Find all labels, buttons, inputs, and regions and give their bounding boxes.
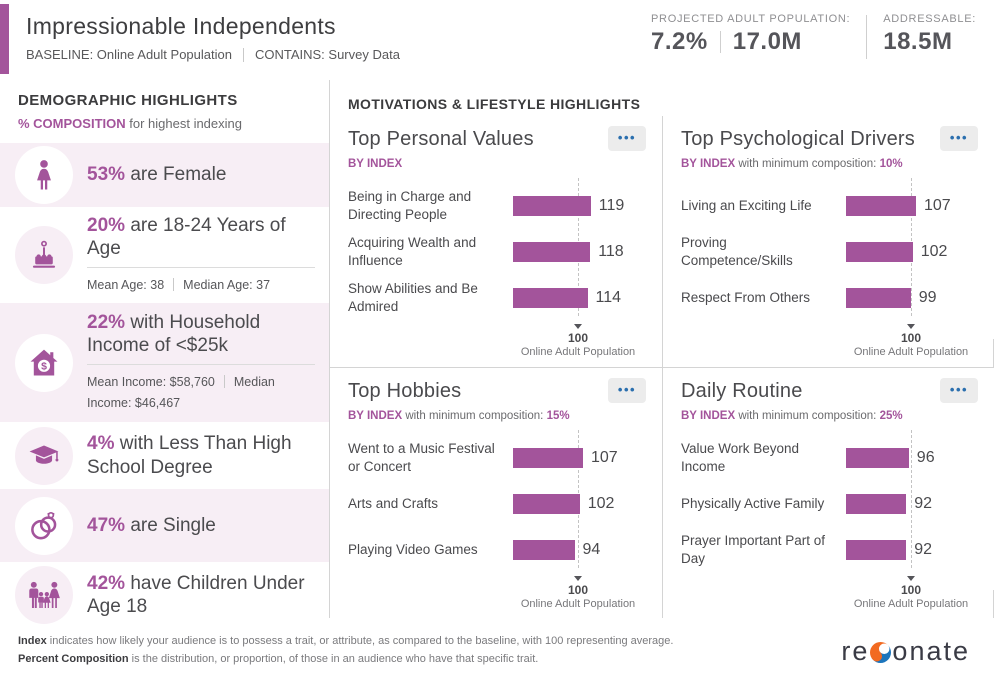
bar-label: Show Abilities and Be Admired bbox=[348, 281, 478, 314]
birthday-cake-icon bbox=[15, 226, 73, 284]
demographic-row-female bbox=[0, 143, 329, 207]
addressable-label: ADDRESSABLE: bbox=[883, 13, 976, 25]
stat-text: are Single bbox=[130, 514, 216, 536]
bar-value: 92 bbox=[914, 495, 932, 512]
min-composition-label: with minimum composition: bbox=[738, 158, 877, 170]
bar-row bbox=[348, 230, 656, 274]
bar-value: 94 bbox=[582, 541, 601, 558]
axis-value: 100 bbox=[900, 331, 922, 345]
mean-income: Mean Income: $58,760 bbox=[87, 374, 215, 389]
stat-text: with Household Income of <$25k bbox=[87, 311, 261, 356]
demographic-row-education bbox=[0, 422, 329, 489]
definitions bbox=[18, 633, 673, 668]
min-composition-label: with minimum composition: bbox=[738, 410, 877, 422]
logo-text: re bbox=[841, 635, 870, 666]
bar-row bbox=[348, 184, 656, 228]
axis-arrow-icon bbox=[574, 576, 582, 581]
panel-menu-button[interactable] bbox=[608, 126, 646, 151]
reference-line bbox=[911, 430, 912, 568]
bar-value: 118 bbox=[598, 243, 624, 260]
divider bbox=[173, 278, 174, 291]
stat-percent: 20% bbox=[87, 214, 126, 236]
divider bbox=[866, 15, 867, 59]
panel-menu-button[interactable] bbox=[608, 378, 646, 403]
bar-chart bbox=[681, 184, 988, 364]
addressable-stat bbox=[883, 13, 976, 80]
bar bbox=[846, 242, 913, 262]
bar-value: 107 bbox=[924, 197, 951, 214]
header-stats bbox=[651, 0, 976, 80]
ellipsis-icon: ••• bbox=[949, 381, 969, 397]
composition-caption: for highest indexing bbox=[129, 116, 242, 131]
stat-percent: 53% bbox=[87, 164, 126, 186]
stat-percent: 22% bbox=[87, 311, 126, 333]
min-composition-value: 10% bbox=[879, 158, 903, 170]
demographic-row-marital bbox=[0, 489, 329, 562]
axis bbox=[681, 574, 988, 616]
accent-bar bbox=[0, 4, 9, 74]
bar-row bbox=[348, 276, 656, 320]
axis bbox=[348, 322, 656, 364]
bar-row bbox=[348, 436, 656, 480]
axis bbox=[348, 574, 656, 616]
axis-arrow-icon bbox=[907, 324, 915, 329]
stat-text: with Less Than High School Degree bbox=[87, 433, 292, 478]
bar-label: Respect From Others bbox=[681, 290, 811, 306]
sidebar-subtitle bbox=[18, 116, 313, 131]
substats bbox=[87, 267, 315, 296]
divider bbox=[224, 375, 225, 388]
contains-label: CONTAINS: Survey Data bbox=[254, 47, 400, 62]
bar-row bbox=[681, 230, 988, 274]
baseline-label: BASELINE: Online Adult Population bbox=[26, 47, 232, 62]
bar bbox=[846, 196, 916, 216]
family-icon bbox=[15, 566, 73, 624]
stat-text: are 18-24 Years of Age bbox=[87, 214, 286, 259]
motivations-section bbox=[330, 80, 994, 618]
bar-value: 114 bbox=[595, 289, 622, 306]
axis-caption: Online Adult Population bbox=[853, 598, 969, 610]
axis-caption: Online Adult Population bbox=[853, 346, 969, 358]
bar bbox=[513, 448, 583, 468]
content bbox=[0, 80, 994, 618]
bar bbox=[513, 288, 588, 308]
bar bbox=[846, 494, 906, 514]
resonate-swirl-icon bbox=[870, 642, 891, 663]
axis-caption: Online Adult Population bbox=[520, 598, 636, 610]
panel-title: Top Personal Values bbox=[348, 128, 534, 150]
svg-text:$: $ bbox=[41, 361, 47, 373]
bar-value: 96 bbox=[916, 449, 935, 466]
bar-value: 107 bbox=[591, 449, 618, 466]
bar bbox=[846, 288, 911, 308]
bar bbox=[846, 448, 909, 468]
panel-top-psychological-drivers bbox=[662, 116, 994, 367]
rings-icon bbox=[15, 497, 73, 555]
bar-row bbox=[681, 276, 988, 320]
median-age: Median Age: 37 bbox=[183, 278, 271, 293]
female-icon bbox=[15, 146, 73, 204]
bar bbox=[513, 196, 591, 216]
projected-count-value: 17.0M bbox=[732, 28, 802, 55]
min-composition-label: with minimum composition: bbox=[405, 410, 544, 422]
bar-label: Arts and Crafts bbox=[348, 496, 439, 512]
projected-percent-value: 7.2% bbox=[651, 28, 708, 55]
resonate-logo bbox=[841, 636, 970, 667]
house-income-icon bbox=[15, 334, 73, 392]
footer bbox=[0, 618, 994, 690]
bar-chart bbox=[348, 184, 656, 364]
bar-label: Physically Active Family bbox=[681, 496, 825, 512]
axis-arrow-icon bbox=[574, 324, 582, 329]
projected-population-label: PROJECTED ADULT POPULATION: bbox=[651, 13, 851, 25]
bar-value: 102 bbox=[920, 243, 948, 260]
bar-value: 99 bbox=[918, 289, 937, 306]
bar-chart bbox=[348, 436, 656, 616]
mean-age: Mean Age: 38 bbox=[87, 278, 165, 293]
demographic-row-income bbox=[0, 303, 329, 422]
divider bbox=[243, 48, 244, 62]
bar-label: Being in Charge and Directing People bbox=[348, 189, 472, 222]
panel-menu-button[interactable] bbox=[940, 126, 978, 151]
axis bbox=[681, 322, 988, 364]
by-index-label: BY INDEX bbox=[348, 410, 403, 422]
graduation-cap-icon bbox=[15, 427, 73, 485]
panel-title: Top Hobbies bbox=[348, 380, 462, 402]
panel-row-2 bbox=[330, 368, 994, 618]
bar bbox=[513, 494, 580, 514]
bar-label: Acquiring Wealth and Influence bbox=[348, 235, 477, 268]
ellipsis-icon: ••• bbox=[949, 129, 969, 145]
demographic-row-age bbox=[0, 207, 329, 303]
min-composition-value: 15% bbox=[546, 410, 570, 422]
axis-value: 100 bbox=[900, 583, 922, 597]
stat-percent: 42% bbox=[87, 572, 126, 594]
bar-row bbox=[681, 436, 988, 480]
min-composition-value: 25% bbox=[879, 410, 903, 422]
section-heading: MOTIVATIONS & LIFESTYLE HIGHLIGHTS bbox=[348, 96, 641, 112]
bar-label: Went to a Music Festival or Concert bbox=[348, 441, 495, 474]
projected-population-stat bbox=[651, 13, 850, 80]
panel-row-1 bbox=[330, 116, 994, 368]
bar-label: Playing Video Games bbox=[348, 542, 478, 558]
bar-row bbox=[681, 184, 988, 228]
median-income: Median Income: $46,467 bbox=[87, 374, 275, 411]
axis-value: 100 bbox=[567, 583, 589, 597]
header-title-block bbox=[0, 0, 400, 80]
bar bbox=[513, 540, 575, 560]
panel-title: Daily Routine bbox=[681, 380, 803, 402]
ellipsis-icon: ••• bbox=[617, 129, 637, 145]
bar-row bbox=[348, 482, 656, 526]
bar-row bbox=[348, 528, 656, 572]
by-index-label: BY INDEX bbox=[348, 158, 403, 170]
page-title: Impressionable Independents bbox=[26, 13, 336, 39]
percent-composition-definition: Percent Composition is the distribution, or proportion, of those in an audience who have that specific trait. bbox=[18, 653, 539, 665]
panel-top-hobbies bbox=[330, 368, 662, 618]
stat-text: are Female bbox=[130, 164, 227, 186]
panel-title: Top Psychological Drivers bbox=[681, 128, 915, 150]
bar-label: Value Work Beyond Income bbox=[681, 441, 800, 474]
composition-label: % COMPOSITION bbox=[18, 116, 126, 131]
substats bbox=[87, 364, 315, 415]
bar bbox=[846, 540, 906, 560]
bar-row bbox=[681, 528, 988, 572]
bar-row bbox=[681, 482, 988, 526]
axis-value: 100 bbox=[567, 331, 589, 345]
addressable-value: 18.5M bbox=[883, 28, 953, 55]
header bbox=[0, 0, 994, 80]
by-index-label: BY INDEX bbox=[681, 410, 736, 422]
index-definition: Index indicates how likely your audience is to possess a trait, or attribute, as compared to the baseline, with 100 representing average. bbox=[18, 635, 674, 648]
axis-caption: Online Adult Population bbox=[520, 346, 636, 358]
bar-chart bbox=[681, 436, 988, 616]
demographic-sidebar bbox=[0, 80, 330, 618]
bar-label: Proving Competence/Skills bbox=[681, 235, 793, 268]
sidebar-heading: DEMOGRAPHIC HIGHLIGHTS bbox=[18, 92, 238, 109]
bar-value: 92 bbox=[914, 541, 932, 558]
bar-label: Living an Exciting Life bbox=[681, 198, 812, 214]
stat-percent: 47% bbox=[87, 514, 126, 536]
divider bbox=[720, 31, 721, 53]
panel-menu-button[interactable] bbox=[940, 378, 978, 403]
header-subtitle bbox=[26, 47, 400, 62]
stat-percent: 4% bbox=[87, 433, 115, 455]
panel-top-personal-values bbox=[330, 116, 662, 367]
logo-text: onate bbox=[892, 635, 970, 666]
bar-value: 102 bbox=[587, 495, 615, 512]
panel-daily-routine bbox=[662, 368, 994, 618]
ellipsis-icon: ••• bbox=[617, 381, 637, 397]
stat-text: have Children Under Age 18 bbox=[87, 572, 305, 617]
by-index-label: BY INDEX bbox=[681, 158, 736, 170]
bar-value: 119 bbox=[598, 197, 625, 214]
bar-label: Prayer Important Part of Day bbox=[681, 533, 826, 566]
bar bbox=[513, 242, 590, 262]
axis-arrow-icon bbox=[907, 576, 915, 581]
